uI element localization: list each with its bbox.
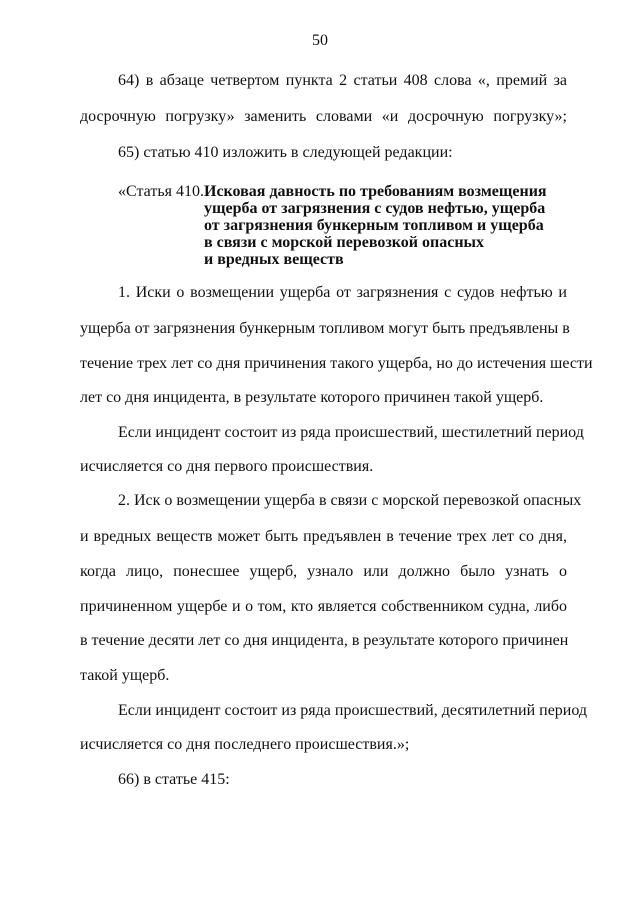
article-title-line-4: в связи с морской перевозкой опасных	[204, 234, 485, 251]
item-2-note-line-1: Если инцидент состоит из ряда происшествий, десятилетний период	[118, 702, 588, 719]
item-1-line-3: течение трех лет со дня причинения такого ущерба, но до истечения шести	[80, 355, 593, 372]
item-1-note-line-1: Если инцидент состоит из ряда происшествий, шестилетний период	[118, 424, 584, 441]
item-2-line-6: такой ущерб.	[80, 667, 170, 684]
page-number: 50	[312, 32, 328, 49]
paragraph-64-line-1: 64) в абзаце четвертом пункта 2 статьи 408 слова «, премий за	[118, 72, 567, 89]
paragraph-65: 65) статью 410 изложить в следующей редакции:	[118, 144, 453, 161]
item-1-line-2: ущерба от загрязнения бункерным топливом могут быть предъявлены в	[80, 320, 570, 337]
item-2-line-2: и вредных веществ может быть предъявлен в течение трех лет со дня,	[80, 528, 567, 545]
article-title-line-2: ущерба от загрязнения с судов нефтью, ущерба	[204, 200, 546, 217]
item-1-line-4: лет со дня инцидента, в результате которого причинен такой ущерб.	[80, 389, 544, 406]
item-2-line-1: 2. Иск о возмещении ущерба в связи с морской перевозкой опасных	[118, 492, 582, 509]
item-2-line-4: причиненном ущербе и о том, кто является собственником судна, либо	[80, 598, 567, 615]
item-2-line-5: в течение десяти лет со дня инцидента, в результате которого причинен	[80, 632, 569, 649]
paragraph-64-line-2: досрочную погрузку» заменить словами «и досрочную погрузку»;	[80, 108, 567, 125]
item-1-note-line-2: исчисляется со дня первого происшествия.	[80, 458, 374, 475]
item-2-line-3: когда лицо, понесшее ущерб, узнало или должно было узнать о	[80, 563, 567, 580]
item-2-note-line-2: исчисляется со дня последнего происшествия.»;	[80, 736, 410, 753]
article-prefix: «Статья 410.	[118, 183, 204, 200]
article-title-line-1: Исковая давность по требованиям возмещения	[204, 183, 547, 200]
paragraph-66: 66) в статье 415:	[118, 771, 230, 788]
item-1-line-1: 1. Иски о возмещении ущерба от загрязнения с судов нефтью и	[118, 284, 567, 301]
article-title-line-3: от загрязнения бункерным топливом и ущерба	[204, 217, 544, 234]
article-title-line-5: и вредных веществ	[204, 251, 344, 268]
